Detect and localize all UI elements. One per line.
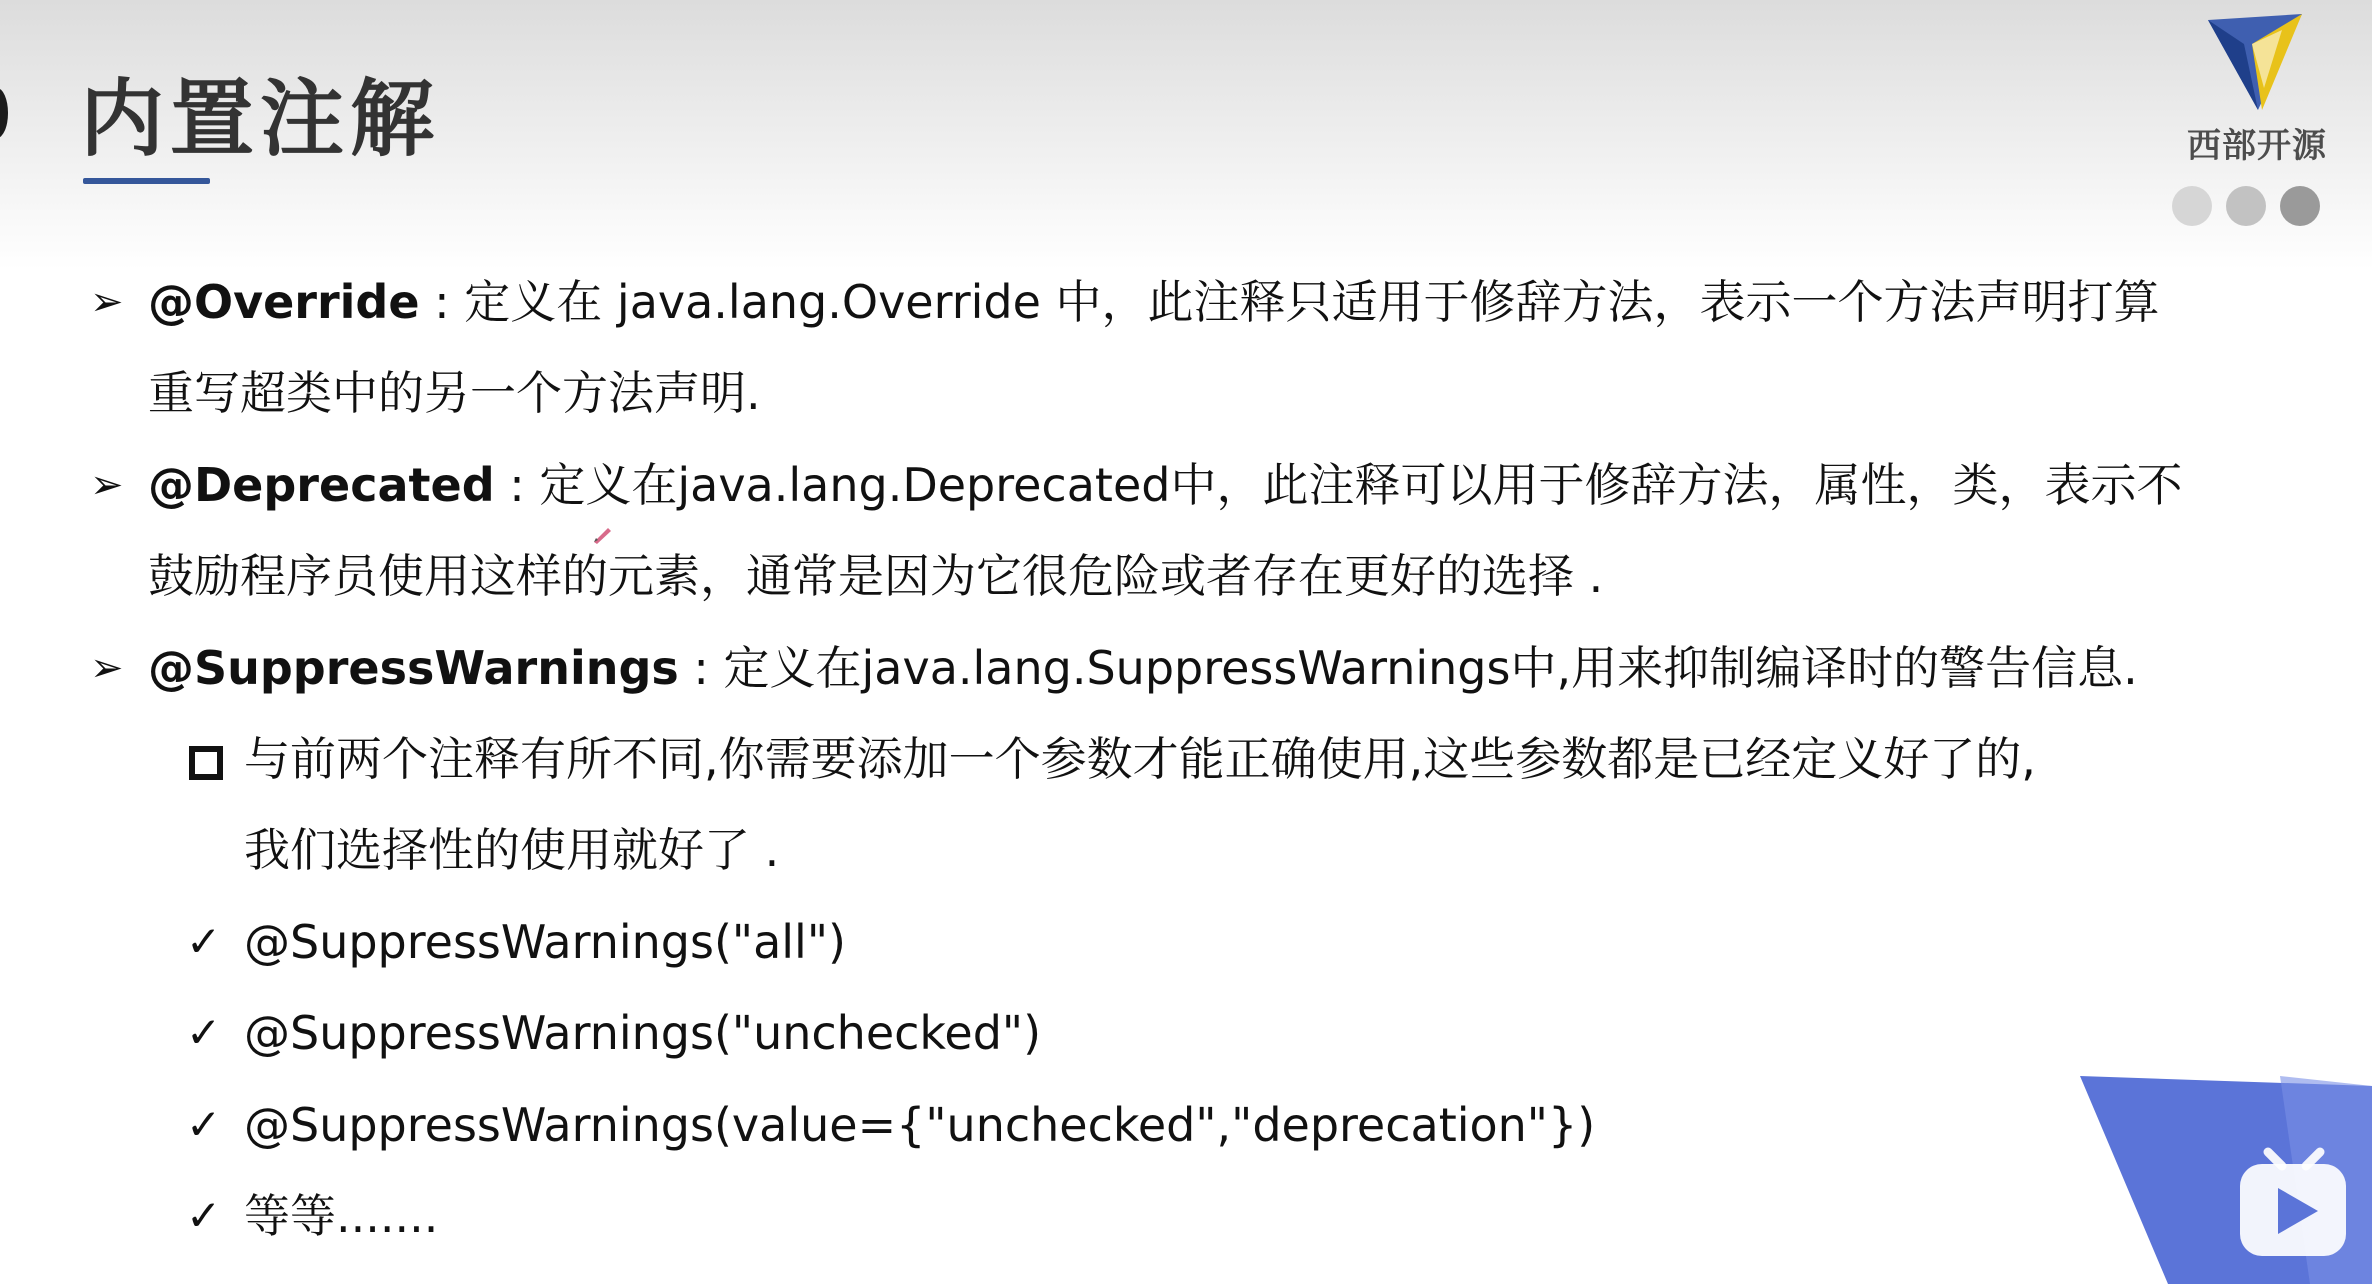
suppress-text: : 定义在java.lang.SuppressWarnings中,用来抑制编译时的警告信息. — [678, 641, 2138, 695]
deprecated-line-2: 鼓励程序员使用这样的元素，通常是因为它很危险或者存在更好的选择 . — [148, 549, 1604, 603]
deprecated-text: : 定义在java.lang.Deprecated中，此注释可以用于修辞方法，属性，类，表示不 — [494, 458, 2183, 512]
check-bullet-icon: ✓ — [186, 1100, 222, 1149]
square-bullet-icon — [189, 746, 223, 780]
override-text: : 定义在 java.lang.Override 中，此注释只适用于修辞方法，表示一个方法声明打算 — [419, 275, 2160, 329]
example-line: 等等....... — [244, 1189, 439, 1243]
play-watermark-icon — [2240, 1152, 2346, 1256]
example-line: @SuppressWarnings("unchecked") — [244, 1006, 1042, 1060]
example-line: @SuppressWarnings("all") — [244, 915, 846, 969]
brand-logo-text: 西部开源 — [2187, 126, 2327, 166]
check-bullet-icon: ✓ — [186, 1008, 222, 1057]
override-line-2: 重写超类中的另一个方法声明. — [148, 366, 761, 420]
sub-item-line-2: 我们选择性的使用就好了 . — [244, 823, 780, 877]
arrow-bullet-icon: ➢ — [90, 279, 124, 325]
suppress-keyword: @SuppressWarnings — [148, 641, 679, 695]
suppress-line-1 — [148, 638, 2138, 698]
pen-cursor-icon — [592, 522, 616, 546]
corner-decoration — [2080, 1076, 2372, 1284]
deprecated-keyword: @Deprecated — [148, 458, 495, 512]
arrow-bullet-icon: ➢ — [90, 462, 124, 508]
brand-logo — [2172, 14, 2342, 164]
deprecated-line-1 — [148, 455, 2182, 515]
slide-progress-dots — [2172, 186, 2352, 230]
arrow-bullet-icon: ➢ — [90, 645, 124, 691]
slide-title: 内置注解 — [80, 70, 441, 168]
title-underline — [83, 178, 210, 184]
override-keyword: @Override — [148, 275, 420, 329]
example-line: @SuppressWarnings(value={"unchecked","deprecation"}) — [244, 1098, 1596, 1152]
progress-dot — [2172, 186, 2212, 226]
progress-dot — [2226, 186, 2266, 226]
sub-item-line-1: 与前两个注释有所不同,你需要添加一个参数才能正确使用,这些参数都是已经定义好了的, — [244, 732, 2036, 786]
check-bullet-icon: ✓ — [186, 917, 222, 966]
check-bullet-icon: ✓ — [186, 1191, 222, 1240]
brand-logo-icon — [2172, 14, 2342, 118]
progress-dot — [2280, 186, 2320, 226]
override-line-1 — [148, 272, 2160, 332]
